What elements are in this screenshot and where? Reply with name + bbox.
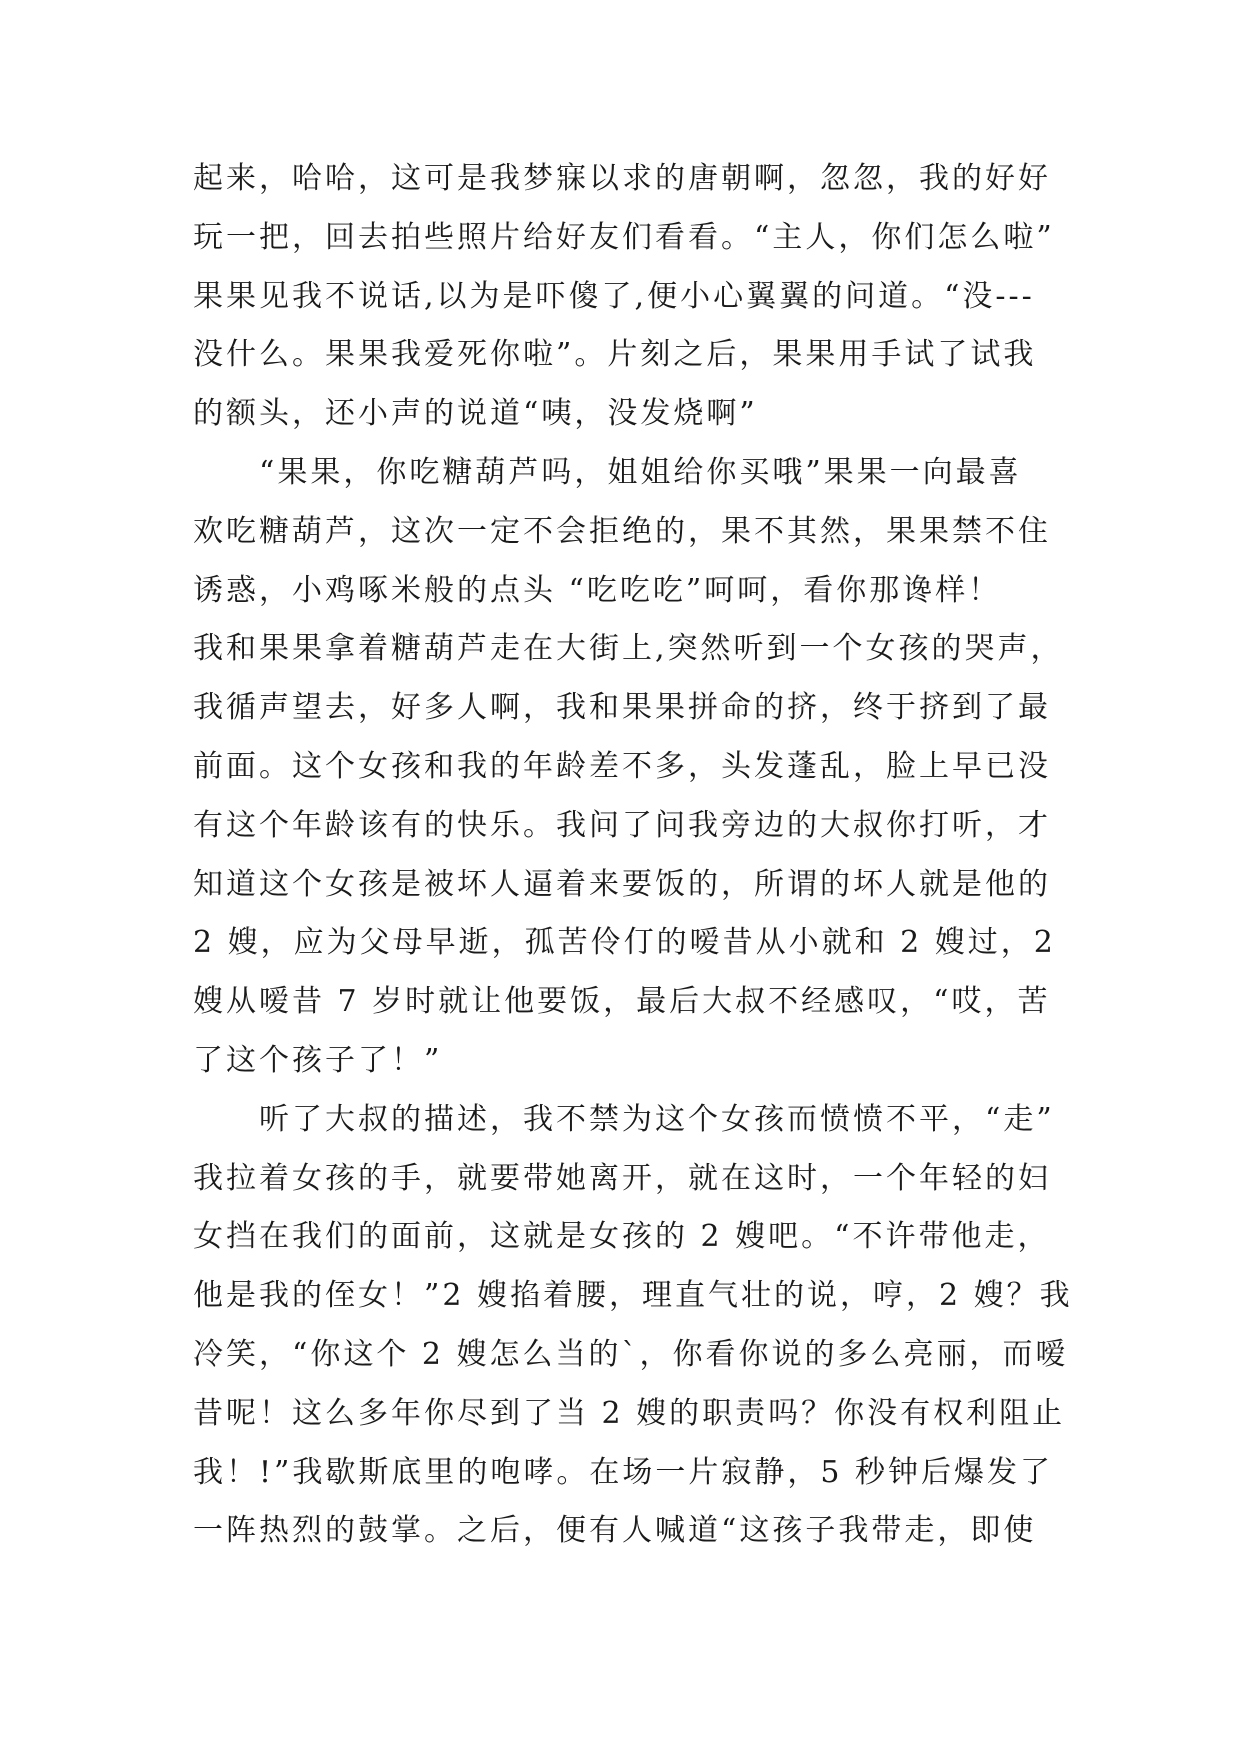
text-line: 昔呢！这么多年你尽到了当 2 嫂的职责吗？你没有权利阻止 <box>193 1395 1066 1431</box>
text-line: 果果见我不说话,以为是吓傻了,便小心翼翼的问道。“没--- <box>193 278 1035 314</box>
text-line: 欢吃糖葫芦，这次一定不会拒绝的，果不其然，果果禁不住 <box>193 513 1051 549</box>
text-line: 诱惑，小鸡啄米般的点头 “吃吃吃”呵呵，看你那谗样！ <box>193 572 1002 608</box>
text-line: 有这个年龄该有的快乐。我问了问我旁边的大叔你打听，才 <box>193 807 1051 843</box>
text-line: 嫂从嗳昔 7 岁时就让他要饭，最后大叔不经感叹，“哎，苦 <box>193 984 1051 1020</box>
text-line: 起来，哈哈，这可是我梦寐以求的唐朝啊，忽忽，我的好好 <box>193 161 1051 196</box>
text-line: 知道这个女孩是被坏人逼着来要饭的，所谓的坏人就是他的 <box>193 866 1051 902</box>
text-line: 玩一把，回去拍些照片给好友们看看。“主人，你们怎么啦” <box>193 219 1055 255</box>
text-line: 我！!”我歇斯底里的咆哮。在场一片寂静，5 秒钟后爆发了 <box>193 1454 1054 1490</box>
text-line: 前面。这个女孩和我的年龄差不多，头发蓬乱，脸上早已没 <box>193 748 1051 784</box>
text-line: “果果，你吃糖葫芦吗，姐姐给你买哦”果果一向最喜 <box>193 454 1022 490</box>
text-line: 我和果果拿着糖葫芦走在大街上,突然听到一个女孩的哭声， <box>193 631 1064 667</box>
text-line: 我拉着女孩的手，就要带她离开，就在这时，一个年轻的妇 <box>193 1160 1051 1196</box>
text-line: 了这个孩子了！” <box>193 1042 443 1078</box>
text-line: 女挡在我们的面前，这就是女孩的 2 嫂吧。“不许带他走， <box>193 1219 1051 1255</box>
text-line: 2 嫂，应为父母早逝，孤苦伶仃的嗳昔从小就和 2 嫂过，2 <box>193 925 1056 961</box>
text-line: 他是我的侄女！”2 嫂掐着腰，理直气壮的说，哼，2 嫂？我 <box>193 1278 1073 1314</box>
text-line: 的额头，还小声的说道“咦，没发烧啊” <box>193 396 758 432</box>
text-line: 听了大叔的描述，我不禁为这个女孩而愤愤不平，“走” <box>193 1101 1055 1137</box>
document-body <box>193 150 1073 1561</box>
text-line: 一阵热烈的鼓掌。之后，便有人喊道“这孩子我带走，即使 <box>193 1513 1037 1549</box>
text-line: 冷笑，“你这个 2 嫂怎么当的`，你看你说的多么亮丽，而嗳 <box>193 1336 1069 1372</box>
text-line: 我循声望去，好多人啊，我和果果拼命的挤，终于挤到了最 <box>193 690 1051 726</box>
text-line: 没什么。果果我爱死你啦”。片刻之后，果果用手试了试我 <box>193 337 1037 373</box>
